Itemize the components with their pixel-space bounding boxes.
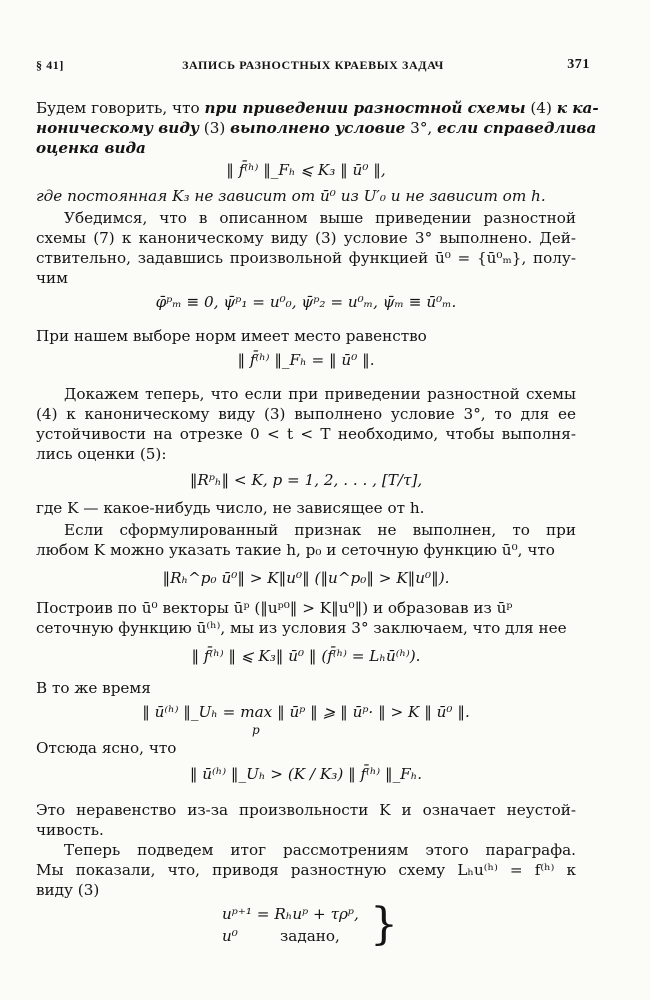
text-line	[36, 98, 599, 118]
text-line: устойчивости на отрезке 0 < t < T необходимо, чтобы выполня-	[36, 425, 576, 443]
equation-subscript: p	[252, 723, 260, 737]
equation: ‖ f̄⁽ʰ⁾ ‖_Fₕ = ‖ ū⁰ ‖.	[237, 351, 375, 369]
text-line: В то же время	[36, 679, 151, 697]
equation: ‖ f̄⁽ʰ⁾ ‖_Fₕ ⩽ K₃ ‖ ū⁰ ‖,	[226, 161, 386, 179]
equation: φ̄ᵖₘ ≡ 0, ψ̄ᵖ₁ = u⁰₀, ψ̄ᵖ₂ = u⁰ₘ, ψ̄ₘ ≡ ū⁰ₘ.	[155, 293, 457, 311]
text-line: Теперь подведем итог рассмотрениям этого параграфа.	[64, 841, 576, 859]
text-line: любом K можно указать такие h, p₀ и сеточную функцию ū⁰, что	[36, 541, 555, 559]
equation: ‖ ū⁽ʰ⁾ ‖_Uₕ = max ‖ ūᵖ ‖ ⩾ ‖ ūᵖ· ‖ > K ‖ ū⁰ ‖.	[142, 703, 470, 721]
text-line: схемы (7) к каноническому виду (3) условие 3° выполнено. Дей-	[36, 229, 576, 247]
text-line: Докажем теперь, что если при приведении разностной схемы	[64, 385, 576, 403]
text-line: Убедимся, что в описанном выше приведении разностной	[64, 209, 576, 227]
equation-row-right: задано,	[280, 927, 340, 945]
text-line: (4) к каноническому виду (3) выполнено условие 3°, то для ее	[36, 405, 576, 423]
text-span: Будем говорить, что	[36, 99, 205, 117]
text-line: чим	[36, 269, 68, 287]
text-line: Отсюда ясно, что	[36, 739, 177, 757]
text-line: При нашем выборе норм имеет место равенство	[36, 327, 427, 345]
text-span: (4)	[525, 99, 557, 117]
text-line: где K — какое-нибудь число, не зависящее от h.	[36, 499, 425, 517]
text-line: виду (3)	[36, 881, 100, 899]
emphasis-span: к ка-	[556, 99, 599, 117]
text-line	[36, 118, 597, 138]
equation: ‖ f̄⁽ʰ⁾ ‖ ⩽ K₃‖ ū⁰ ‖ (f̄⁽ʰ⁾ = Lₕū⁽ʰ⁾).	[191, 647, 421, 665]
running-header	[36, 58, 590, 80]
text-line: оценка вида	[36, 139, 146, 157]
text-line: Если сформулированный признак не выполнен, то при	[64, 521, 576, 539]
equation: ‖Rₕ^p₀ ū⁰‖ > K‖u⁰‖ (‖u^p₀‖ > K‖u⁰‖).	[162, 569, 450, 587]
header-title: ЗАПИСЬ РАЗНОСТНЫХ КРАЕВЫХ ЗАДАЧ	[182, 58, 444, 72]
text-span: 3°,	[405, 119, 438, 137]
text-line: сеточную функцию ū⁽ʰ⁾, мы из условия 3° заключаем, что для нее	[36, 619, 567, 637]
equation: ‖ ū⁽ʰ⁾ ‖_Uₕ > (K / K₃) ‖ f̄⁽ʰ⁾ ‖_Fₕ.	[189, 765, 423, 783]
equation-row: uᵖ⁺¹ = Rₕuᵖ + τρᵖ,	[222, 905, 359, 923]
text-line: Мы показали, что, приводя разностную схему Lₕu⁽ʰ⁾ = f⁽ʰ⁾ к	[36, 861, 576, 879]
equation-row-left: u⁰	[222, 927, 238, 945]
text-line: Это неравенство из-за произвольности K и означает неустой-	[36, 801, 576, 819]
text-line: где постоянная K₃ не зависит от ū⁰ из U′₀ и не зависит от h.	[36, 187, 546, 205]
text-span: (3)	[198, 119, 231, 137]
text-line: чивость.	[36, 821, 104, 839]
page-number: 371	[567, 57, 590, 72]
equation: ‖Rᵖₕ‖ < K, p = 1, 2, . . . , [T/τ],	[189, 471, 423, 489]
text-line: Построив по ū⁰ векторы ūᵖ (‖uᵖ⁰‖ > K‖u⁰‖) и образовав из ūᵖ	[36, 599, 513, 617]
emphasis-span: если справедлива	[437, 119, 597, 137]
emphasis-span: выполнено условие	[230, 119, 406, 137]
text-line: лись оценки (5):	[36, 445, 167, 463]
emphasis-span: ноническому виду	[36, 119, 199, 137]
text-line: ствительно, задавшись произвольной функцией ū⁰ = {ū⁰ₘ}, полу-	[36, 249, 576, 267]
right-brace: }	[370, 899, 398, 950]
section-marker: § 41]	[36, 58, 64, 72]
emphasis-span: при приведении разностной схемы	[204, 99, 526, 117]
